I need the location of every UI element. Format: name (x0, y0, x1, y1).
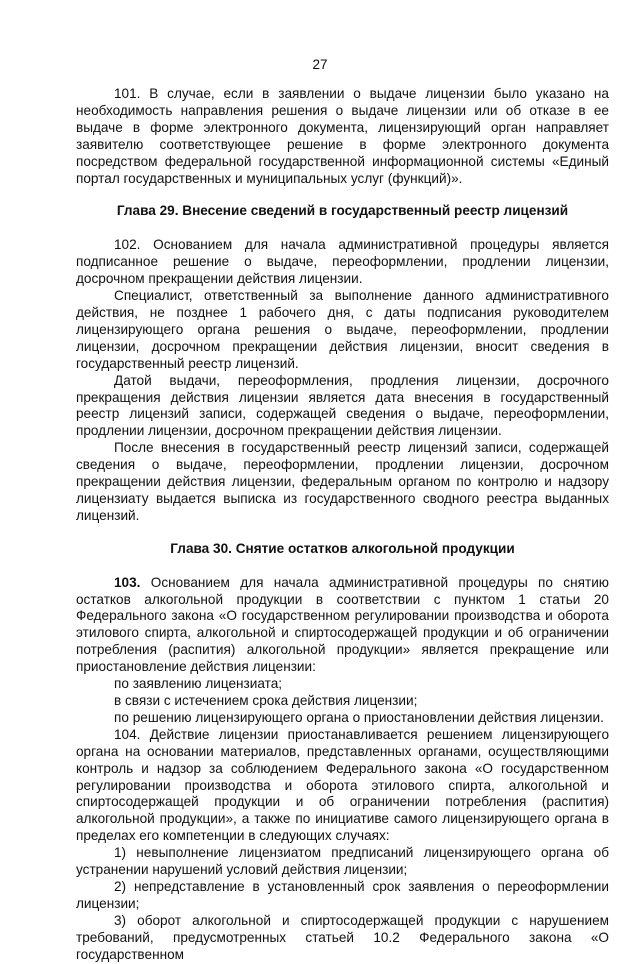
spacer (76, 220, 609, 237)
list-item: 1) невыполнение лицензиатом предписаний лицензирующего органа об устранении нарушений условий действия лицензии; (76, 845, 609, 878)
paragraph-102-after: После внесения в государственный реестр лицензий записи, содержащей сведения о выдаче, переоформлении, продлении лицензии, досрочном прекращении действия лицензии, федеральным органом по контролю и надзору лицензиату выдается выписка из государственного сводного реестра выданных лицензий. (76, 440, 609, 523)
page-content (76, 86, 609, 964)
paragraph-103-number: 103. (114, 574, 141, 590)
paragraph-103-text: Основанием для начала административной процедуры по снятию остатков алкогольной продукции в соответствии с пунктом 1 статьи 20 Федерального закона «О государственном регулировании производства и оборота этилового спирта, алкогольной и спиртосодержащей продукции и об ограничении потребления (распития) алкогольной продукции» является прекращение или приостановление действия лицензии: (76, 574, 609, 675)
spacer (76, 525, 609, 541)
paragraph-102-specialist: Специалист, ответственный за выполнение данного административного действия, не позднее 1 рабочего дня, с даты подписания руководителем лицензирующего органа решения о выдаче, переоформлении, продлении лицензии, досрочном прекращении действия лицензии, вносит сведения в государственный реестр лицензий. (76, 288, 609, 371)
list-item: по заявлению лицензиата; (114, 676, 283, 692)
page-number: 27 (312, 57, 328, 72)
paragraph-104: 104. Действие лицензии приостанавливается решением лицензирующего органа на основании материалов, представленных органами, осуществляющими контроль и надзор за соблюдением Федерального закона «О государственном регулировании производства и оборота этилового спирта, алкогольной и спиртосодержащей продукции и об ограничении потребления (распития) алкогольной продукции», а также по инициативе самого лицензирующего органа в пределах его компетенции в следующих случаях: (76, 726, 609, 844)
spacer (76, 558, 609, 575)
paragraph-102-date: Датой выдачи, переоформления, продления лицензии, досрочного прекращения действия лицензии является дата внесения в государственный реестр лицензий записи, содержащей сведения о выдаче, переоформлении, продлении лицензии, досрочном прекращении действия лицензии. (76, 372, 609, 439)
paragraph-101: 101. В случае, если в заявлении о выдаче лицензии было указано на необходимость направления решения о выдаче лицензии или об отказе в ее выдаче в форме электронного документа, лицензирующий орган направляет заявителю соответствующее решение в форме электронного документа посредством федеральной государственной информационной системы «Единый портал государственных и муниципальных услуг (функций)». (76, 86, 609, 186)
spacer (76, 187, 609, 203)
list-item: в связи с истечением срока действия лицензии; (114, 693, 418, 708)
paragraph-103 (76, 575, 609, 676)
chapter-30-heading: Глава 30. Снятие остатков алкогольной продукции (170, 540, 515, 556)
list-item: 3) оборот алкогольной и спиртосодержащей продукции с нарушением требований, предусмотренных статьей 10.2 Федерального закона «О государственном (76, 912, 609, 962)
chapter-29-heading: Глава 29. Внесение сведений в государственный реестр лицензий (116, 203, 569, 219)
list-item: 2) непредставление в установленный срок заявления о переоформлении лицензии; (76, 878, 609, 911)
paragraph-102: 102. Основанием для начала административной процедуры является подписанное решение о выдаче, переоформлении, продлении лицензии, досрочном прекращении действия лицензии. (76, 237, 609, 287)
list-item: по решению лицензирующего органа о приостановлении действия лицензии. (114, 709, 604, 725)
